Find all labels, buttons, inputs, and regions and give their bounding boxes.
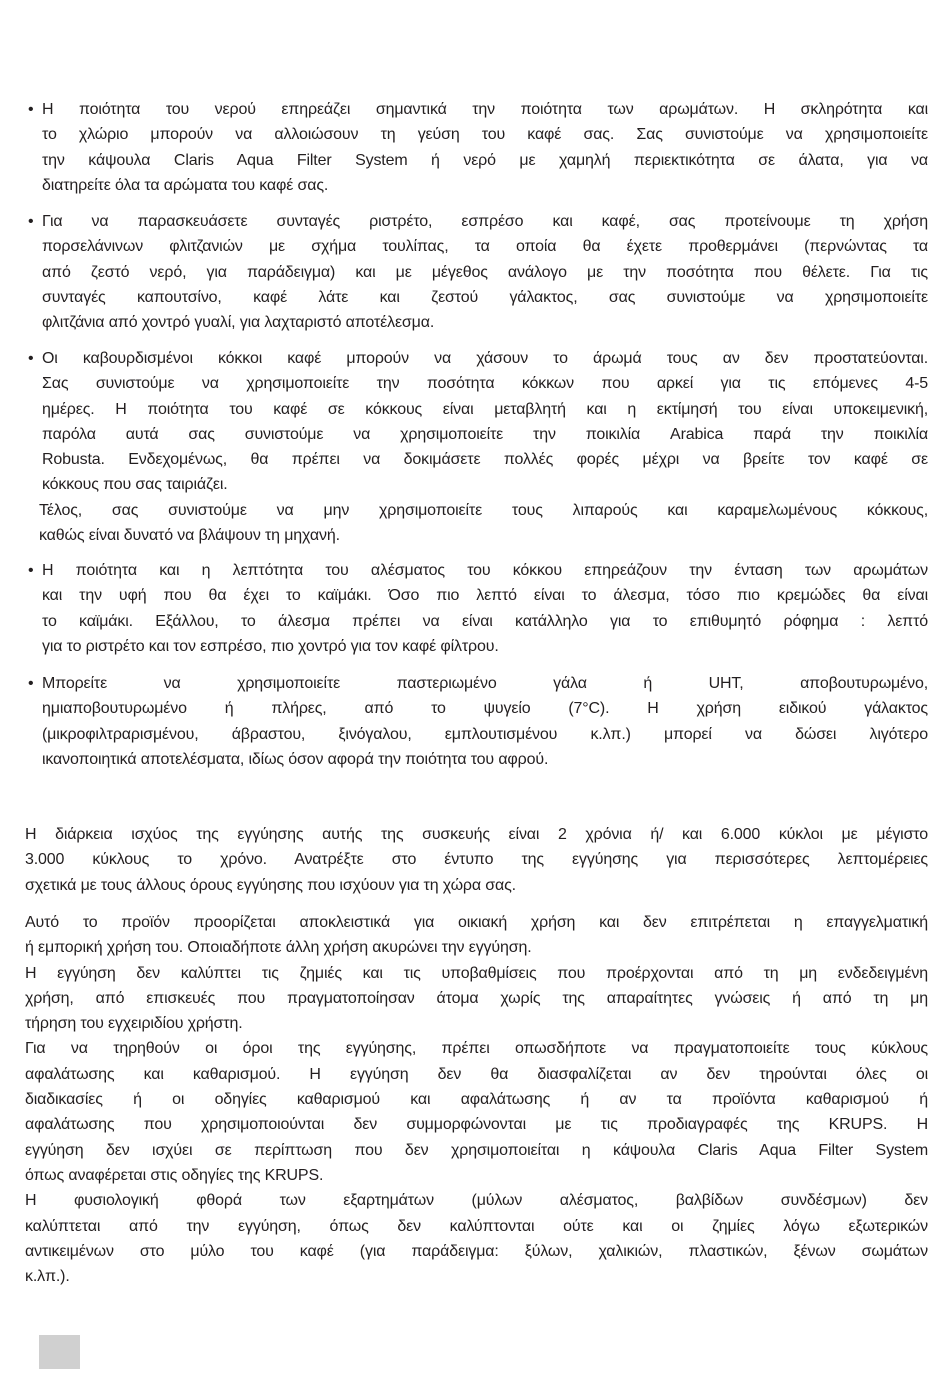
text-line: αντικειμένων στο μύλο του καφέ (για παράδειγμα: ξύλων, χαλικιών, πλαστικών, ξένων σωμάτων [25, 1242, 928, 1260]
text-line: 3.000 κύκλους το χρόνο. Ανατρέξτε στο έντυπο της εγγύησης για περισσότερες λεπτομέρειες [25, 851, 928, 869]
text-line: Η διάρκεια ισχύος της εγγύησης αυτής της συσκευής είναι 2 χρόνια ή/ και 6.000 κύκλοι με μέγιστο [25, 826, 928, 843]
text-line: Οι καβουρδισμένοι κόκκοι καφέ μπορούν να χάσουν το άρωμά τους αν δεν προστατεύονται. [42, 350, 928, 367]
text-line: Σας συνιστούμε να χρησιμοποιείτε την ποσότητα κόκκων που αρκεί για τις επόμενες 4-5 [42, 375, 928, 393]
text-line: ικανοποιητικά αποτελέσματα, ιδίως όσον αφορά την ποιότητα του αφρού. [42, 750, 549, 768]
text-line: από ζεστό νερό, για παράδειγμα) και με μέγεθος ανάλογο με την ποσότητα που θέλετε. Για τις [42, 263, 928, 281]
text-line: ημέρες. Η ποιότητα του καφέ σε κόκκους είναι μεταβλητή και η εκτίμησή του είναι υποκειμενική, [42, 400, 928, 418]
text-line: διατηρείτε όλα τα αρώματα του καφέ σας. [42, 176, 329, 194]
bullet-icon: • [28, 350, 34, 367]
text-line: παρόλα αυτά σας συνιστούμε να χρησιμοποιείτε την ποικιλία Arabica παρά την ποικιλία [42, 425, 928, 443]
text-line: Τέλος, σας συνιστούμε να μην χρησιμοποιείτε τους λιπαρούς και καραμελωμένους κόκκους, [39, 501, 928, 519]
text-line: σχετικά με τους άλλους όρους εγγύησης που ισχύουν για τη χώρα σας. [25, 876, 516, 894]
text-line: κ.λπ.). [25, 1268, 70, 1286]
text-line: ημιαποβουτυρωμένο ή πλήρες, από το ψυγείο (7°C). Η χρήση ειδικού γάλακτος [42, 700, 928, 718]
text-line: κόκκους που σας ταιριάζει. [42, 476, 228, 494]
text-line: και την υφή που θα έχει το καϊμάκι. Όσο πιο λεπτό είναι το άλεσμα, τόσο πιο κρεμώδες θα είναι [42, 587, 928, 605]
text-line: πορσελάνινων φλιτζανιών με σχήμα τουλίπας, τα οποία θα έχετε προθερμάνει (περνώντας τα [42, 238, 928, 256]
bullet-icon: • [28, 101, 34, 118]
text-line: ή εμπορική χρήση του. Οποιαδήποτε άλλη χρήση ακυρώνει την εγγύηση. [25, 939, 532, 957]
text-line: συνταγές καπουτσίνο, καφέ λάτε και ζεστού γάλακτος, σας συνιστούμε να χρησιμοποιείτε [42, 288, 928, 306]
text-line: Μπορείτε να χρησιμοποιείτε παστεριωμένο γάλα ή UHT, αποβουτυρωμένο, [42, 675, 928, 692]
text-line: την κάψουλα Claris Aqua Filter System ή νερό με χαμηλή περιεκτικότητα σε άλατα, για να [42, 151, 928, 169]
text-line: (μικροφιλτραρισμένου, άβραστου, ξινόγαλου, εμπλουτισμένου κ.λπ.) μπορεί να δώσει λιγότερο [42, 725, 928, 743]
bullet-item [28, 671, 928, 772]
text-line: Για να παρασκευάσετε συνταγές ριστρέτο, εσπρέσο και καφέ, σας προτείνουμε τη χρήση [42, 213, 928, 230]
text-line: Αυτό το προϊόν προορίζεται αποκλειστικά για οικιακή χρήση και δεν επιτρέπεται η επαγγελματική [25, 914, 928, 931]
warranty-paragraph [25, 910, 928, 1289]
bullet-item [28, 97, 928, 198]
text-line: Η ποιότητα και η λεπτότητα του αλέσματος του κόκκου επηρεάζουν την ένταση των αρωμάτων [42, 562, 928, 579]
text-line: καλύπτεται από την εγγύηση, όπως δεν καλύπτονται ούτε και οι ζημίες λόγω εξωτερικών [25, 1217, 928, 1235]
text-line: το χλώριο μπορούν να αλλοιώσουν τη γεύση του καφέ σας. Σας συνιστούμε να χρησιμοποιείτε [42, 126, 928, 144]
text-line: χρήση, από επισκευές που πραγματοποίησαν άτομα χωρίς της απαραίτητες γνώσεις ή από τη μη [25, 989, 928, 1007]
text-line: φλιτζάνια από χοντρό γυαλί, για λαχταριστό αποτέλεσμα. [42, 314, 435, 332]
bullet-icon: • [28, 675, 34, 692]
bullet-item [28, 558, 928, 659]
text-line: Η εγγύηση δεν καλύπτει τις ζημιές και τις υποβαθμίσεις που προέρχονται από τη μη ενδεδειγμένη [25, 964, 928, 982]
text-line: Για να τηρηθούν οι όροι της εγγύησης, πρέπει οπωσδήποτε να πραγματοποιείτε τους κύκλους [25, 1040, 928, 1058]
text-line: Η ποιότητα του νερού επηρεάζει σημαντικά την ποιότητα των αρωμάτων. Η σκληρότητα και [42, 101, 928, 118]
text-line: διαδικασίες ή οι οδηγίες καθαρισμού και αφαλάτωσης ή αν τα προϊόντα καθαρισμού ή [25, 1091, 928, 1109]
text-line: αφαλάτωσης που χρησιμοποιούνται δεν συμμορφώνονται με τις προδιαγραφές της KRUPS. Η [25, 1116, 928, 1134]
bullet-icon: • [28, 213, 34, 230]
text-line: αφαλάτωσης και καθαρισμού. Η εγγύηση δεν θα διασφαλίζεται αν δεν τηρούνται όλες οι [25, 1065, 928, 1083]
text-line: για το ριστρέτο και τον εσπρέσο, πιο χοντρό για τον καφέ φίλτρου. [42, 637, 499, 655]
bullet-item [28, 346, 928, 548]
text-line: όπως αναφέρεται στις οδηγίες της KRUPS. [25, 1166, 324, 1184]
page-number-box [39, 1335, 80, 1369]
text-line: Η φυσιολογική φθορά των εξαρτημάτων (μύλων αλέσματος, βαλβίδων συνδέσμων) δεν [25, 1192, 928, 1210]
bullet-item [28, 209, 928, 335]
text-line: το καϊμάκι. Εξάλλου, το άλεσμα πρέπει να είναι κατάλληλο για το επιθυμητό ρόφημα : λεπτό [42, 612, 928, 630]
warranty-paragraph [25, 822, 928, 898]
text-line: τήρηση του εγχειριδίου χρήστη. [25, 1015, 243, 1033]
text-line: Robusta. Ενδεχομένως, θα πρέπει να δοκιμάσετε πολλές φορές μέχρι να βρείτε τον καφέ σε [42, 451, 928, 469]
bullet-icon: • [28, 562, 34, 579]
text-line: καθώς είναι δυνατό να βλάψουν τη μηχανή. [39, 527, 340, 545]
text-line: εγγύηση δεν ισχύει σε περίπτωση που δεν χρησιμοποιείται η κάψουλα Claris Aqua Filter System [25, 1141, 928, 1159]
